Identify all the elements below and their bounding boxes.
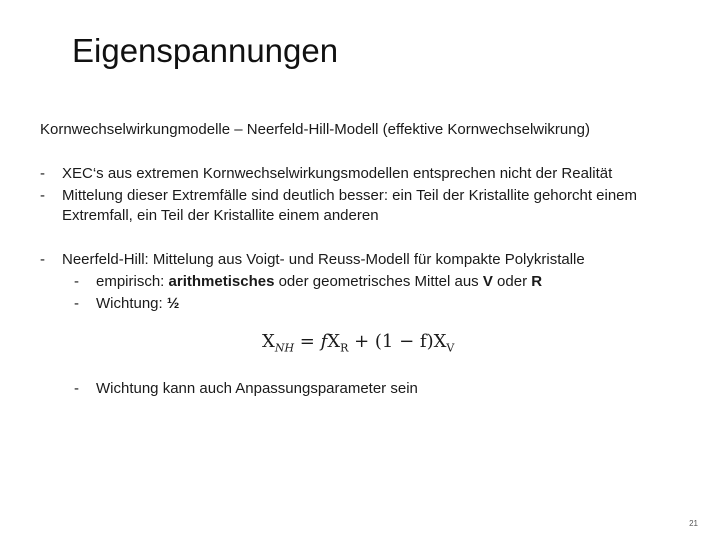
bullet-dash: - (74, 380, 79, 397)
sub-bullet-item (74, 379, 674, 399)
bullet-dash: - (74, 295, 79, 312)
formula-symbol: f (320, 331, 328, 352)
formula-subscript: R (340, 341, 349, 355)
formula-subscript: V (446, 341, 455, 355)
page-number: 21 (689, 519, 698, 528)
emphasis-text: V (482, 273, 493, 290)
text-part: oder geometrisches Mittel aus (274, 273, 483, 290)
formula-symbol: + (1 − f)X (348, 331, 447, 352)
formula-symbol: = (294, 331, 321, 352)
bullet-dash: - (74, 273, 79, 290)
slide-subtitle: Kornwechselwirkungmodelle – Neerfeld-Hill-Modell (effektive Kornwechselwikrung) (40, 121, 590, 138)
emphasis-text: arithmetisches (168, 273, 275, 290)
equation (262, 331, 454, 355)
bullet-dash: - (40, 251, 45, 268)
text-part: empirisch: (96, 273, 169, 290)
sub-bullet-item (74, 294, 674, 314)
sub-bullet-item (74, 272, 674, 292)
bullet-dash: - (40, 187, 45, 204)
bullet-item (40, 164, 680, 184)
sub-bullet-text (96, 272, 674, 292)
formula-symbol: X (262, 331, 275, 352)
slide-title: Eigenspannungen (72, 32, 339, 69)
formula-symbol: X (327, 331, 341, 352)
bullet-item (40, 250, 680, 270)
sub-bullet-text: Wichtung kann auch Anpassungsparameter sein (96, 380, 418, 397)
bullet-text: XEC‘s aus extremen Kornwechselwirkungsmodellen entsprechen nicht der Realität (62, 165, 613, 182)
sub-bullet-text (96, 294, 674, 314)
bullet-dash: - (40, 165, 45, 182)
bullet-text: Mittelung dieser Extremfälle sind deutlich besser: ein Teil der Kristallite gehorcht einem Extremfall, ein Teil der Kristallite einem anderen (62, 187, 638, 224)
bullet-item (40, 186, 680, 226)
formula-subscript: NH (274, 341, 295, 355)
text-part: Wichtung: (96, 295, 167, 312)
emphasis-text: R (531, 273, 543, 290)
bullet-text: Neerfeld-Hill: Mittelung aus Voigt- und Reuss-Modell für kompakte Polykristalle (62, 251, 585, 268)
emphasis-text: ½ (166, 295, 180, 312)
text-part: oder (492, 273, 532, 290)
